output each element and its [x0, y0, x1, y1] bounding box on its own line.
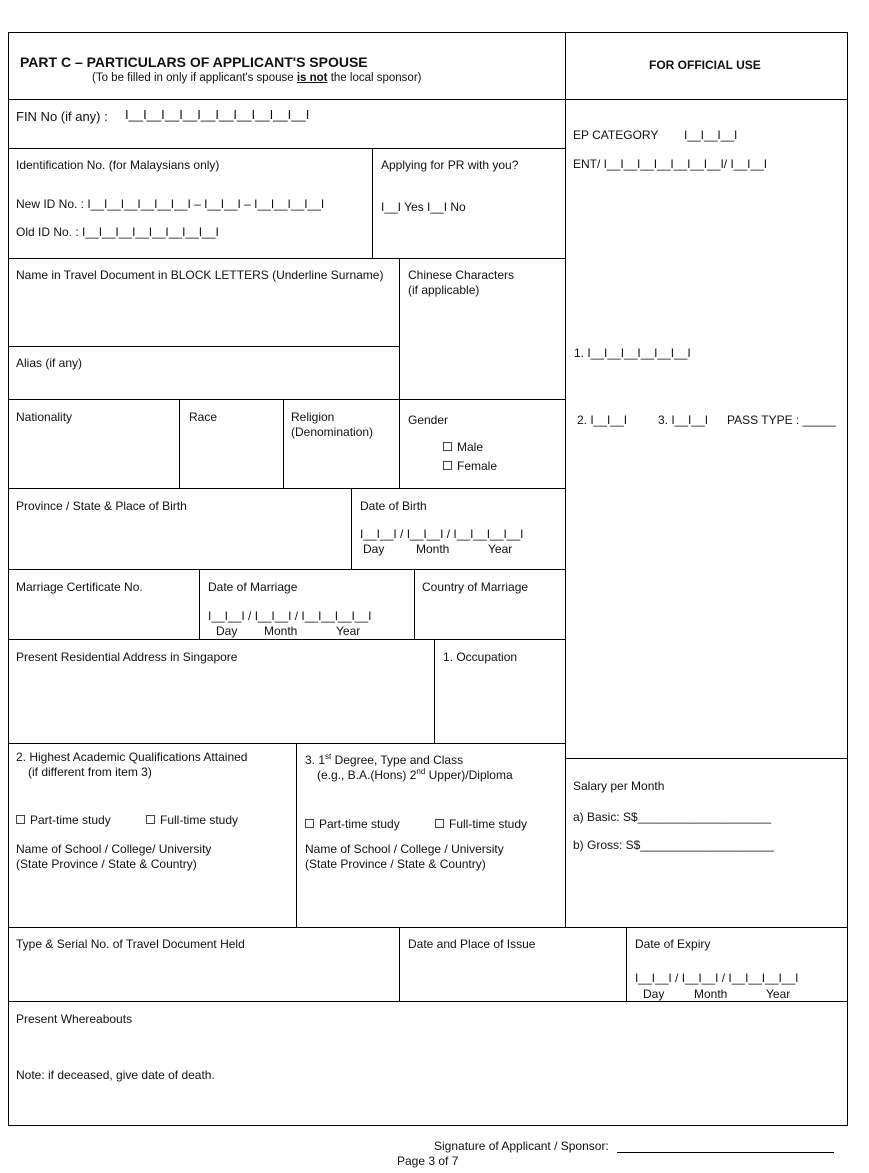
- marriage-day-label: Day: [216, 624, 238, 638]
- marriage-year-label: Year: [336, 624, 361, 638]
- dob-month-label: Month: [416, 542, 450, 556]
- first-degree-label: 3. 1st Degree, Type and Class: [305, 752, 464, 767]
- checkbox-icon: [435, 819, 444, 828]
- checkbox-icon: [146, 815, 155, 824]
- highest-qualification-note: (if different from item 3): [28, 765, 152, 779]
- alias-label: Alias (if any): [16, 356, 83, 370]
- race-label: Race: [189, 410, 218, 424]
- left-school-note: (State Province / State & Country): [16, 857, 197, 871]
- identification-label: Identification No. (for Malaysians only): [16, 158, 220, 172]
- expiry-year-label: Year: [766, 987, 791, 1001]
- left-full-time-option[interactable]: Full-time study: [146, 813, 238, 827]
- issue-label: Date and Place of Issue: [408, 937, 536, 951]
- chinese-label: Chinese Characters: [408, 268, 515, 282]
- ep-category-input[interactable]: I__I__I__I: [684, 128, 738, 142]
- checkbox-icon: [443, 461, 452, 470]
- checkbox-icon: [16, 815, 25, 824]
- official-line-1[interactable]: 1. I__I__I__I__I__I__I: [574, 346, 691, 360]
- right-school-label: Name of School / College / University: [305, 842, 504, 856]
- right-full-time-option[interactable]: Full-time study: [435, 817, 527, 831]
- gross-salary-field[interactable]: b) Gross: S$____________________: [573, 838, 774, 852]
- marriage-date-label: Date of Marriage: [208, 580, 298, 594]
- dob-label: Date of Birth: [360, 499, 427, 513]
- birth-place-label: Province / State & Place of Birth: [16, 499, 187, 513]
- expiry-field[interactable]: I__I__I / I__I__I / I__I__I__I__I: [635, 971, 799, 985]
- official-line-3[interactable]: 3. I__I__I: [658, 413, 709, 427]
- ep-category-label: EP CATEGORY: [573, 128, 659, 142]
- old-id-field[interactable]: Old ID No. : I__I__I__I__I__I__I__I__I: [16, 225, 219, 239]
- left-part-time-option[interactable]: Part-time study: [16, 813, 111, 827]
- right-part-time-option[interactable]: Part-time study: [305, 817, 400, 831]
- marriage-country-label: Country of Marriage: [422, 580, 529, 594]
- salary-label: Salary per Month: [573, 779, 665, 793]
- marriage-date-field[interactable]: I__I__I / I__I__I / I__I__I__I__I: [208, 609, 372, 623]
- right-school-note: (State Province / State & Country): [305, 857, 486, 871]
- fin-label: FIN No (if any) :: [16, 109, 108, 124]
- dob-year-label: Year: [488, 542, 513, 556]
- section-subtitle: (To be filled in only if applicant's spouse is not the local sponsor): [92, 72, 422, 84]
- marriage-month-label: Month: [264, 624, 298, 638]
- left-school-label: Name of School / College/ University: [16, 842, 212, 856]
- religion-label: Religion: [291, 410, 335, 424]
- whereabouts-label: Present Whereabouts: [16, 1012, 133, 1026]
- denomination-label: (Denomination): [291, 425, 374, 439]
- chinese-note: (if applicable): [408, 283, 480, 297]
- new-id-field[interactable]: New ID No. : I__I__I__I__I__I__I – I__I__I – I__I__I__I__I: [16, 197, 325, 211]
- dob-field[interactable]: I__I__I / I__I__I / I__I__I__I__I: [360, 527, 524, 541]
- marriage-cert-label: Marriage Certificate No.: [16, 580, 143, 594]
- dob-day-label: Day: [363, 542, 385, 556]
- official-use-heading: FOR OFFICIAL USE: [649, 58, 761, 72]
- fin-input[interactable]: I__I__I__I__I__I__I__I__I__I__I: [125, 107, 310, 122]
- expiry-label: Date of Expiry: [635, 937, 711, 951]
- ent-input[interactable]: ENT/ I__I__I__I__I__I__I__I/ I__I__I: [573, 157, 768, 171]
- travel-doc-label: Type & Serial No. of Travel Document Held: [16, 937, 245, 951]
- gender-male-option[interactable]: Male: [443, 440, 483, 454]
- section-title: PART C – PARTICULARS OF APPLICANT'S SPOUSE: [20, 54, 368, 70]
- pass-type-field[interactable]: PASS TYPE : _____: [727, 413, 836, 427]
- checkbox-icon: [305, 819, 314, 828]
- name-label: Name in Travel Document in BLOCK LETTERS (Underline Surname): [16, 268, 384, 282]
- basic-salary-field[interactable]: a) Basic: S$____________________: [573, 810, 772, 824]
- address-label: Present Residential Address in Singapore: [16, 650, 238, 664]
- pr-options[interactable]: I__I Yes I__I No: [381, 200, 466, 214]
- first-degree-note: (e.g., B.A.(Hons) 2nd Upper)/Diploma: [317, 767, 513, 782]
- gender-female-option[interactable]: Female: [443, 459, 497, 473]
- highest-qualification-label: 2. Highest Academic Qualifications Attained: [16, 750, 248, 764]
- nationality-label: Nationality: [16, 410, 73, 424]
- expiry-month-label: Month: [694, 987, 728, 1001]
- official-line-2[interactable]: 2. I__I__I: [577, 413, 628, 427]
- deceased-note: Note: if deceased, give date of death.: [16, 1068, 215, 1082]
- signature-line[interactable]: [617, 1152, 834, 1153]
- signature-label: Signature of Applicant / Sponsor:: [434, 1139, 609, 1153]
- checkbox-icon: [443, 442, 452, 451]
- page-number: Page 3 of 7: [397, 1154, 459, 1168]
- gender-label: Gender: [408, 413, 449, 427]
- pr-label: Applying for PR with you?: [381, 158, 519, 172]
- occupation-label: 1. Occupation: [443, 650, 518, 664]
- expiry-day-label: Day: [643, 987, 665, 1001]
